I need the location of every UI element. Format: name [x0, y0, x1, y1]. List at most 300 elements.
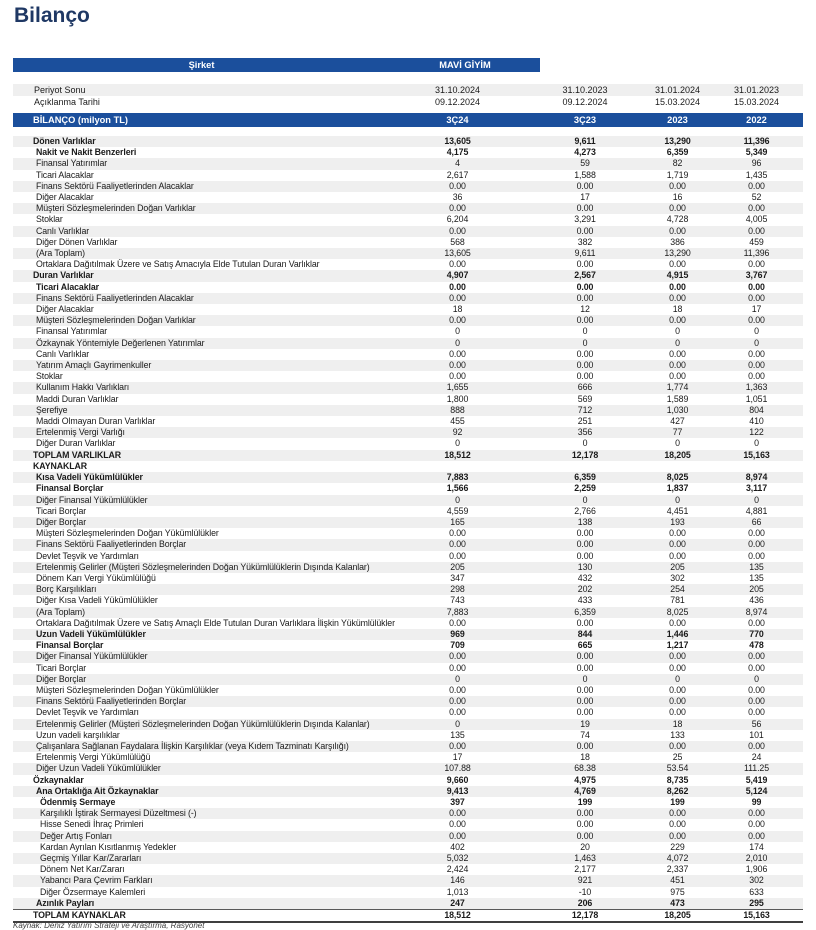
table-row [13, 741, 803, 752]
row-value: 0 [675, 494, 680, 505]
row-value: 0.00 [748, 819, 765, 830]
row-value [390, 461, 525, 472]
table-row [13, 495, 803, 506]
row-value: 205 [670, 561, 685, 572]
row-value: 0.00 [576, 539, 594, 550]
row-value: 0 [455, 673, 460, 684]
row-value: 122 [749, 427, 764, 438]
row-value: 66 [751, 516, 762, 527]
row-value: 888 [450, 404, 465, 415]
row-value: 1,800 [446, 393, 469, 404]
row-label: Borç Karşılıkları [36, 584, 97, 595]
row-label: TOPLAM VARLIKLAR [33, 449, 121, 460]
row-value: 0.00 [449, 292, 466, 303]
table-row [13, 203, 803, 214]
row-value: 4 [455, 158, 460, 169]
row-value: 0.00 [449, 808, 466, 819]
row-value: 4,273 [574, 147, 596, 158]
row-label: Hisse Senedi İhraç Primleri [40, 819, 144, 830]
table-row [13, 595, 803, 606]
row-value: 0.00 [748, 539, 765, 550]
row-value: 1,030 [666, 404, 689, 415]
row-value: 18,512 [444, 449, 471, 460]
row-label: Kullanım Hakkı Varlıkları [36, 382, 130, 393]
row-value: 0.00 [669, 528, 686, 539]
table-row [13, 147, 803, 158]
row-label: Çalışanlara Sağlanan Faydalara İlişkin Karşılıklar (veya Kıdem Tazminatı Karşılığı) [36, 740, 349, 751]
table-row [13, 326, 803, 337]
row-value: 5,124 [745, 785, 768, 796]
row-label: Diğer Duran Varlıklar [36, 438, 116, 449]
row-label: Devlet Teşvik ve Yardımları [36, 707, 139, 718]
row-value: 193 [670, 516, 685, 527]
row-value: 0.00 [576, 617, 594, 628]
row-label: Finans Sektörü Faaliyetlerinden Borçlar [36, 539, 187, 550]
row-value: 1,217 [666, 640, 689, 651]
row-label: Diğer Finansal Yükümlülükler [36, 651, 148, 662]
row-value: 5,349 [745, 147, 768, 158]
row-value: 111.25 [744, 763, 769, 774]
row-value: 135 [749, 572, 764, 583]
row-label: Ortaklara Dağıtılmak Üzere ve Satış Amaçlı Elde Tutulan Duran Varlıklara İlişkin Yükümlülükler [36, 617, 395, 628]
row-label: KAYNAKLAR [33, 460, 88, 471]
table-row [13, 551, 803, 562]
row-value: 107.88 [444, 763, 471, 774]
table-row [13, 864, 803, 875]
row-value: 1,013 [446, 886, 469, 897]
row-value: 8,025 [666, 606, 689, 617]
table-row [13, 618, 803, 629]
row-value: 969 [450, 628, 465, 639]
row-value: 975 [670, 886, 685, 897]
row-value: 473 [670, 897, 685, 908]
row-label: Ertelenmiş Gelirler (Müşteri Sözleşmelerinden Doğan Yükümlülüklerin Dışında Kalanlar) [36, 718, 370, 729]
source-note: Kaynak: Deniz Yatırım Strateji ve Araştırma, Rasyonet [13, 921, 205, 930]
row-value: 0 [582, 494, 588, 505]
row-label: Finans Sektörü Faaliyetlerinden Alacaklar [36, 180, 194, 191]
row-value: 0.00 [576, 180, 594, 191]
row-label: Finans Sektörü Faaliyetlerinden Alacaklar [36, 292, 194, 303]
row-value: 1,837 [666, 483, 689, 494]
row-label: Müşteri Sözleşmelerinden Doğan Varlıklar [36, 315, 196, 326]
row-value: 0.00 [576, 819, 594, 830]
row-value: 18 [672, 718, 683, 729]
period-meta-table [13, 84, 803, 108]
row-value: 0.00 [748, 225, 765, 236]
row-value: 18 [452, 304, 463, 315]
balance-sheet-header-label: BİLANÇO (milyon TL) [33, 115, 129, 125]
row-value: 77 [672, 427, 683, 438]
table-row [13, 629, 803, 640]
meta-row-value: 31.01.2023 [733, 85, 780, 95]
meta-row [13, 84, 803, 96]
meta-row-value: 31.10.2023 [562, 85, 608, 95]
row-label: (Ara Toplam) [36, 606, 85, 617]
table-row [13, 371, 803, 382]
column-header: 3Ç23 [573, 115, 597, 125]
table-row [13, 640, 803, 651]
row-value: 18 [580, 752, 590, 763]
row-value: 0.00 [748, 180, 765, 191]
table-row [13, 338, 803, 349]
row-value: 712 [577, 404, 593, 415]
row-label: Ticari Alacaklar [36, 281, 99, 292]
row-value: 0 [582, 438, 588, 449]
row-value: 1,435 [745, 169, 768, 180]
row-label: Finansal Borçlar [36, 640, 104, 651]
row-value: 0.00 [748, 259, 765, 270]
row-value: 9,660 [446, 774, 469, 785]
row-value: 13,290 [664, 136, 691, 146]
meta-row-label: Periyot Sonu [34, 85, 86, 95]
row-value: 0.00 [669, 281, 686, 292]
row-value: 20 [580, 841, 590, 852]
row-label: Canlı Varlıklar [36, 348, 90, 359]
row-label: Geçmiş Yıllar Kar/Zararları [40, 853, 142, 863]
row-value: 2,010 [745, 853, 768, 863]
row-value: 436 [749, 595, 764, 606]
row-value: 2,766 [574, 505, 596, 516]
row-value: 2,617 [446, 169, 469, 180]
row-value: 0.00 [748, 281, 765, 292]
table-row [13, 461, 803, 472]
table-row [13, 853, 803, 864]
row-label: Kısa Vadeli Yükümlülükler [36, 472, 143, 483]
row-value: 0.00 [576, 830, 594, 841]
row-label: Stoklar [36, 371, 63, 382]
row-value: 0.00 [576, 662, 594, 673]
row-value: -10 [578, 886, 592, 897]
row-value: 53.54 [666, 763, 689, 774]
row-value: 0.00 [449, 371, 466, 382]
row-value: 0.00 [748, 550, 765, 561]
row-label: Karşılıklı İştirak Sermayesi Düzeltmesi (-) [40, 808, 197, 819]
row-value: 0.00 [449, 830, 466, 841]
row-value: 0.00 [576, 203, 594, 214]
company-header-bar [13, 58, 540, 72]
row-value: 82 [672, 158, 683, 169]
row-value: 0.00 [449, 281, 466, 292]
row-value: 13,605 [444, 136, 471, 146]
row-value: 0.00 [576, 315, 594, 326]
row-value: 9,413 [446, 785, 469, 796]
row-label: Yabancı Para Çevrim Farkları [40, 875, 153, 886]
row-label: Diğer Kısa Vadeli Yükümlülükler [36, 595, 158, 606]
row-value: 633 [749, 886, 764, 897]
row-value: 9,611 [574, 136, 596, 146]
row-value: 569 [577, 393, 593, 404]
table-row [13, 696, 803, 707]
table-row [13, 170, 803, 181]
row-value [645, 461, 710, 472]
table-row [13, 192, 803, 203]
row-label: Ticari Borçlar [36, 505, 87, 516]
balance-sheet-header-bar [13, 113, 803, 127]
table-row [13, 797, 803, 808]
row-value: 382 [577, 236, 593, 247]
table-row [13, 719, 803, 730]
row-value: 0.00 [449, 528, 466, 539]
row-value: 1,655 [446, 382, 469, 393]
column-header: 3Ç24 [446, 115, 469, 125]
row-label: Finansal Yatırımlar [36, 158, 108, 169]
row-value: 5,032 [446, 853, 469, 863]
row-label: Finansal Borçlar [36, 483, 104, 494]
row-value: 0 [455, 337, 460, 348]
row-value: 0.00 [748, 360, 765, 371]
row-value: 0.00 [669, 225, 686, 236]
company-name: MAVİ GİYİM [439, 60, 491, 70]
row-value: 0.00 [449, 259, 466, 270]
balance-sheet-body [13, 136, 803, 922]
row-value: 1,906 [745, 864, 768, 875]
table-row [13, 763, 803, 774]
row-value: 0.00 [669, 830, 686, 841]
row-value: 709 [450, 640, 465, 651]
row-value: 1,051 [745, 393, 768, 404]
row-label: Nakit ve Nakit Benzerleri [36, 147, 137, 158]
row-label: (Ara Toplam) [36, 248, 85, 259]
row-label: Ortaklara Dağıtılmak Üzere ve Satış Amacıyla Elde Tutulan Duran Varlıklar [36, 259, 320, 270]
meta-row-value: 09.12.2024 [562, 97, 608, 107]
table-row [13, 450, 803, 461]
row-value: 1,463 [574, 853, 596, 863]
row-label: Diğer Finansal Yükümlülükler [36, 494, 148, 505]
table-row [13, 808, 803, 819]
meta-row-value: 15.03.2024 [733, 97, 780, 107]
row-label: Ticari Borçlar [36, 662, 87, 673]
row-value: 254 [670, 584, 685, 595]
row-value: 8,262 [666, 785, 689, 796]
row-value: 15,163 [743, 449, 770, 460]
row-value: 205 [749, 584, 764, 595]
row-label: Dönen Varlıklar [33, 136, 96, 146]
row-label: Ticari Alacaklar [36, 169, 94, 180]
row-value: 0.00 [669, 696, 686, 707]
row-value: 666 [577, 382, 593, 393]
row-label: Diğer Dönen Varlıklar [36, 236, 118, 247]
row-value: 0 [754, 326, 759, 337]
table-row [13, 831, 803, 842]
table-row [13, 382, 803, 393]
row-value: 1,719 [666, 169, 689, 180]
row-value: 8,025 [666, 472, 689, 483]
row-value: 17 [452, 752, 463, 763]
row-value: 0.00 [576, 225, 594, 236]
row-value: 138 [577, 516, 593, 527]
row-value: 0 [455, 494, 460, 505]
row-value: 130 [577, 561, 593, 572]
meta-row-value: 31.01.2024 [654, 85, 701, 95]
row-value: 0.00 [748, 684, 765, 695]
row-value: 433 [577, 595, 593, 606]
row-value: 4,451 [666, 505, 689, 516]
row-value: 0.00 [669, 819, 686, 830]
table-row [13, 349, 803, 360]
row-value: 0.00 [669, 203, 686, 214]
row-label: Uzun Vadeli Yükümlülükler [36, 628, 146, 639]
row-value: 92 [452, 427, 463, 438]
row-value: 25 [672, 752, 683, 763]
table-row [13, 394, 803, 405]
row-value: 7,883 [446, 606, 469, 617]
row-value: 0 [754, 337, 759, 348]
row-label: Ertelenmiş Vergi Varlığı [36, 427, 125, 438]
table-row [13, 259, 803, 270]
table-row [13, 517, 803, 528]
table-row [13, 506, 803, 517]
row-value: 16 [672, 192, 683, 203]
row-value: 0.00 [449, 819, 466, 830]
row-label: Diğer Alacaklar [36, 192, 94, 203]
row-value: 135 [749, 561, 764, 572]
row-value: 0 [754, 673, 759, 684]
row-value: 0.00 [449, 550, 466, 561]
row-value: 174 [749, 841, 764, 852]
row-value: 18,205 [645, 910, 710, 923]
row-label: Kardan Ayrılan Kısıtlanmış Yedekler [40, 841, 177, 852]
row-value: 18,512 [390, 910, 525, 923]
column-header: 2023 [667, 115, 688, 125]
row-value: 844 [577, 628, 593, 639]
table-row [13, 472, 803, 483]
table-row [13, 237, 803, 248]
table-row [13, 898, 803, 910]
row-value: 202 [577, 584, 593, 595]
row-value: 0 [582, 326, 588, 337]
row-value: 0.00 [576, 360, 594, 371]
table-row [13, 136, 803, 147]
row-value: 0.00 [576, 371, 594, 382]
row-value: 0 [582, 673, 588, 684]
row-value: 8,735 [666, 774, 689, 785]
row-value: 0.00 [748, 740, 765, 751]
row-value: 0.00 [576, 292, 594, 303]
row-value: 0.00 [449, 662, 466, 673]
row-value [710, 461, 803, 472]
table-row [13, 483, 803, 494]
row-value [525, 461, 645, 472]
row-value: 743 [450, 595, 465, 606]
row-value: 0.00 [576, 651, 594, 662]
row-value: 386 [670, 236, 685, 247]
company-label: Şirket [188, 60, 215, 70]
row-value: 2,177 [574, 864, 596, 875]
row-value: 0.00 [449, 617, 466, 628]
row-value: 397 [450, 796, 465, 807]
row-value: 0.00 [576, 550, 594, 561]
row-value: 0.00 [748, 348, 765, 359]
row-value: 9,611 [574, 248, 596, 259]
row-value: 0.00 [449, 203, 466, 214]
row-label: Şerefiye [36, 404, 68, 415]
row-label: Maddi Duran Varlıklar [36, 393, 119, 404]
row-value: 0.00 [449, 684, 466, 695]
table-row [13, 674, 803, 685]
row-value: 99 [751, 796, 762, 807]
row-value: 8,974 [745, 606, 768, 617]
row-value: 3,767 [745, 270, 768, 281]
row-label: Müşteri Sözleşmelerinden Doğan Yükümlülükler [36, 684, 219, 695]
row-value: 24 [751, 752, 762, 763]
table-row [13, 427, 803, 438]
row-value: 347 [450, 572, 465, 583]
row-value: 0.00 [449, 696, 466, 707]
table-row [13, 438, 803, 449]
row-value: 0.00 [748, 371, 765, 382]
row-value: 0.00 [748, 808, 765, 819]
row-value: 4,072 [666, 853, 689, 863]
table-row [13, 360, 803, 371]
row-value: 0.00 [669, 808, 686, 819]
row-value: 18,205 [664, 449, 691, 460]
meta-row-value: 15.03.2024 [654, 97, 701, 107]
row-value: 0.00 [748, 617, 765, 628]
row-label: Finansal Yatırımlar [36, 326, 108, 337]
row-value: 2,567 [574, 270, 596, 281]
table-row [13, 607, 803, 618]
row-value: 6,359 [574, 606, 596, 617]
table-row [13, 573, 803, 584]
row-label: Uzun vadeli karşılıklar [36, 729, 120, 740]
row-label: Duran Varlıklar [33, 270, 94, 281]
row-value: 0.00 [748, 830, 765, 841]
row-value: 56 [751, 718, 762, 729]
page-title: Bilanço [14, 4, 90, 27]
row-value: 4,975 [574, 774, 596, 785]
row-label: Diğer Borçlar [36, 516, 87, 527]
table-row [13, 584, 803, 595]
row-value: 0.00 [576, 740, 594, 751]
row-value: 6,359 [574, 472, 596, 483]
table-row [13, 270, 803, 281]
row-value: 459 [749, 236, 764, 247]
row-value: 229 [670, 841, 685, 852]
row-value: 427 [670, 416, 685, 427]
row-value: 11,396 [743, 248, 770, 259]
row-value: 0.00 [449, 651, 466, 662]
row-value: 0.00 [748, 696, 765, 707]
row-label: Yatırım Amaçlı Gayrimenkuller [36, 360, 152, 371]
row-value: 0.00 [669, 651, 686, 662]
row-value: 12,178 [525, 910, 645, 923]
row-label: Özkaynak Yöntemiyle Değerlenen Yatırımlar [36, 337, 205, 348]
row-value: 12 [580, 304, 590, 315]
balance-sheet-table [13, 136, 803, 923]
row-value: 0.00 [669, 539, 686, 550]
row-value: 0.00 [576, 528, 594, 539]
row-value: 0 [455, 438, 460, 449]
row-value: 135 [450, 729, 465, 740]
table-row [13, 752, 803, 763]
row-value: 0 [455, 718, 460, 729]
row-value: 1,589 [666, 393, 689, 404]
row-label: Müşteri Sözleşmelerinden Doğan Yükümlülükler [36, 528, 219, 539]
row-value: 921 [577, 875, 593, 886]
row-value: 0.00 [748, 292, 765, 303]
row-value: 1,566 [446, 483, 469, 494]
table-row [13, 562, 803, 573]
row-value: 0.00 [576, 696, 594, 707]
table-row [13, 539, 803, 550]
row-value: 2,337 [666, 864, 689, 875]
row-label: Diğer Alacaklar [36, 304, 94, 315]
meta-row-value: 09.12.2024 [434, 97, 481, 107]
row-label: Ödenmiş Sermaye [40, 796, 116, 807]
row-label: Diğer Borçlar [36, 673, 87, 684]
row-value: 101 [749, 729, 764, 740]
row-value: 2,259 [574, 483, 596, 494]
